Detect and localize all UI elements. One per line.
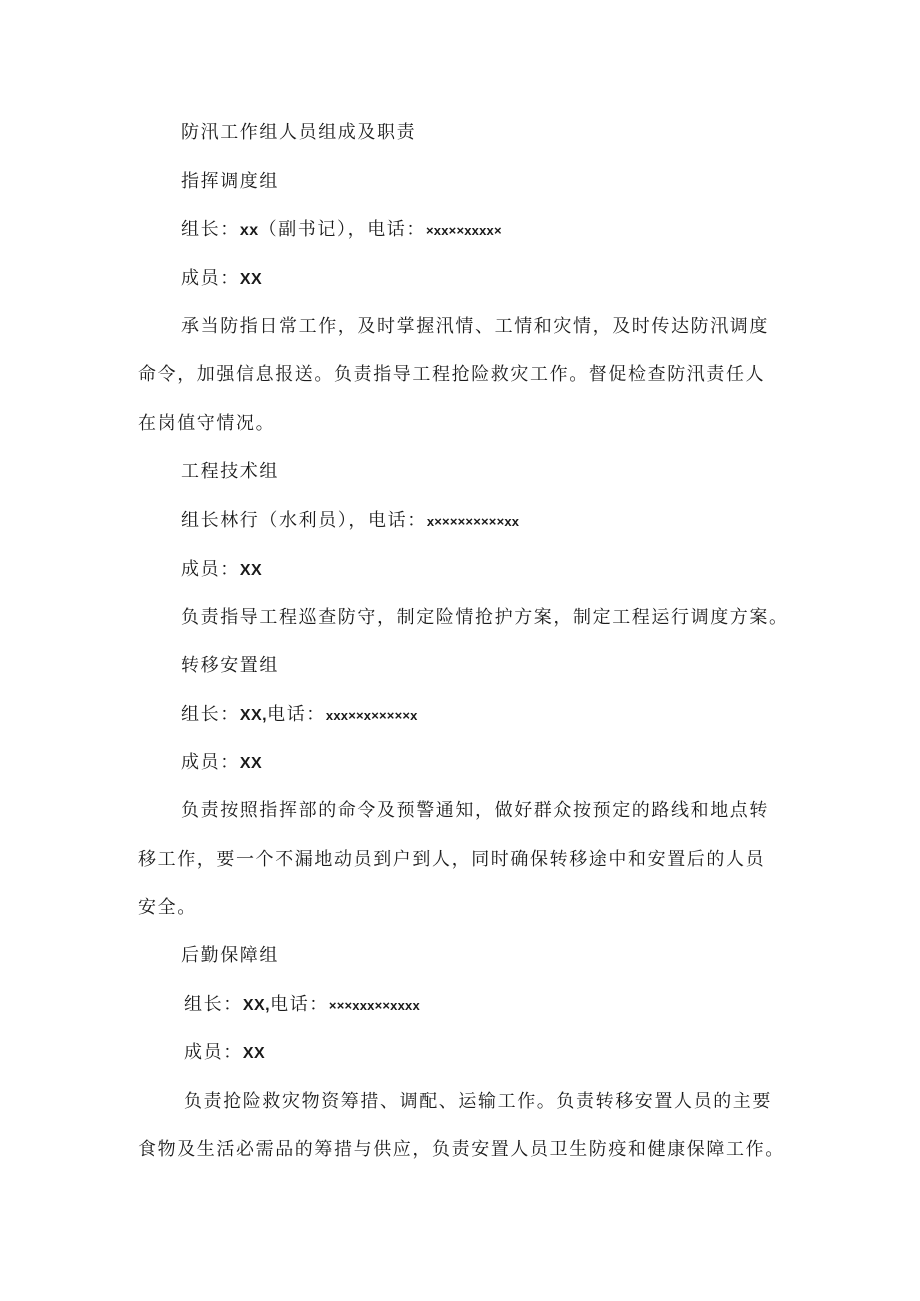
leader-phone: ×××xxx××xxxx <box>328 998 420 1013</box>
group-members-line <box>181 558 262 583</box>
leader-phone: xxx××x×××××x <box>325 708 418 723</box>
document-title: 防汛工作组人员组成及职责 <box>181 122 417 143</box>
members-value: XX <box>242 1045 266 1062</box>
leader-role: 电话： <box>267 704 326 725</box>
duty-text-line: 安全。 <box>138 897 197 918</box>
members-value: XX <box>239 271 263 288</box>
group-members-line <box>181 267 262 292</box>
duty-text-line: 移工作，要一个不漏地动员到户到人，同时确保转移途中和安置后的人员 <box>138 849 766 870</box>
group-heading: 指挥调度组 <box>181 171 279 192</box>
group-leader-line <box>184 993 420 1018</box>
members-value: XX <box>239 562 263 579</box>
group-leader-line <box>181 509 519 534</box>
members-label: 成员： <box>181 268 240 289</box>
leader-name: XX, <box>242 997 271 1014</box>
group-leader-line <box>181 703 418 728</box>
leader-prefix: 组长林行（水利员），电话： <box>181 510 427 531</box>
leader-prefix: 组长： <box>181 704 240 725</box>
group-heading: 后勤保障组 <box>181 945 279 966</box>
duty-text-line: 在岗值守情况。 <box>138 413 276 434</box>
duty-text-line: 承当防指日常工作，及时掌握汛情、工情和灾情，及时传达防汛调度 <box>181 316 769 337</box>
group-members-line <box>184 1041 265 1066</box>
duty-text-line: 命令，加强信息报送。负责指导工程抢险救灾工作。督促检查防汛责任人 <box>138 364 766 385</box>
members-label: 成员： <box>181 752 240 773</box>
leader-role: （副书记），电话： <box>258 219 427 240</box>
group-members-line <box>181 751 262 776</box>
members-value: XX <box>239 755 263 772</box>
members-label: 成员： <box>181 559 240 580</box>
duty-text-line: 负责抢险救灾物资筹措、调配、运输工作。负责转移安置人员的主要 <box>184 1091 772 1112</box>
leader-phone: ×xx××xxxx× <box>426 223 502 238</box>
group-heading: 转移安置组 <box>181 655 279 676</box>
leader-name: XX, <box>239 707 268 724</box>
duty-text-line: 食物及生活必需品的筹措与供应，负责安置人员卫生防疫和健康保障工作。 <box>138 1139 785 1160</box>
leader-name: xx <box>239 222 259 239</box>
leader-prefix: 组长： <box>181 219 240 240</box>
group-leader-line <box>181 218 502 243</box>
members-label: 成员： <box>184 1042 243 1063</box>
leader-phone: x×××××××××xx <box>426 514 520 529</box>
duty-text-line: 负责指导工程巡查防守，制定险情抢护方案，制定工程运行调度方案。 <box>181 607 789 628</box>
group-heading: 工程技术组 <box>181 461 279 482</box>
leader-role: 电话： <box>270 994 329 1015</box>
leader-prefix: 组长： <box>184 994 243 1015</box>
duty-text-line: 负责按照指挥部的命令及预警通知，做好群众按预定的路线和地点转 <box>181 800 769 821</box>
